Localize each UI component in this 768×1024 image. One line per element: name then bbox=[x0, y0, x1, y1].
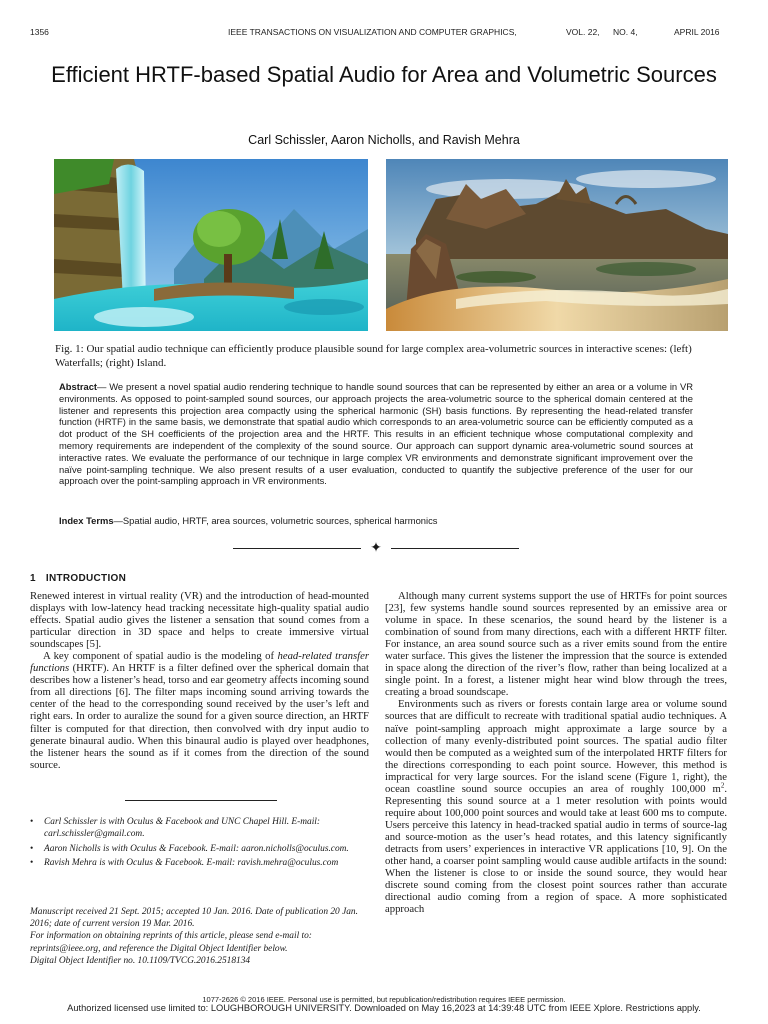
license-notice: Authorized licensed use limited to: LOUGHBOROUGH UNIVERSITY. Downloaded on May 16,2023 at 14:39:48 UTC from IEEE Xplore. Restrictions apply. bbox=[67, 1003, 701, 1013]
separator-diamond-icon: ✦ bbox=[370, 540, 382, 556]
author-footnotes bbox=[30, 816, 369, 871]
footnote-item: • Carl Schissler is with Oculus & Facebook and UNC Chapel Hill. E-mail: carl.schissler@gmail.com. bbox=[30, 817, 321, 840]
journal-name: IEEE TRANSACTIONS ON VISUALIZATION AND COMPUTER GRAPHICS, bbox=[228, 27, 517, 37]
footnote-item: • Aaron Nicholls is with Oculus & Facebook. E-mail: aaron.nicholls@oculus.com. bbox=[30, 843, 349, 854]
running-header bbox=[30, 27, 730, 39]
intro-paragraph-4: Environments such as rivers or forests contain large area or volume sound sources that are difficult to recreate with traditional spatial audio techniques. A naïve point-sampling approach might approximate a large source by a collection of many evenly-distributed point sources. The spatial audio filter would then be computed as a weighted sum of the interpolated HRTF filters for the directions corresponding to each point source. However, this method is impractical for very large sources. For the island scene (Figure 1, right), the ocean coastline sound source occupies an area of roughly 100,000 $m^2$. Representing this sound source at a 1 meter resolution with points would require about 100,000 point sources and would take at least 600 ms to compute. Users perceive this latency in head-tracked spatial audio in terms of source-lag and source-motion as the user’s head rotates, and this latency significantly detracts from users’ experiences in interactive VR applications [10, 9]. On the other hand, a coarser point sampling would cause audible artifacts in the sound: When the listener is close to or inside the sound source, they would hear discrete sound coming from the closest point sources rather than accurate directional audio coming from a region of space. A more sophisticated approach bbox=[385, 698, 727, 916]
abstract-label: Abstract bbox=[59, 381, 98, 392]
hrtf-term: head-related transfer functions bbox=[30, 650, 369, 675]
right-column bbox=[385, 590, 727, 915]
bullet-icon: • bbox=[30, 857, 34, 868]
figure-island-image bbox=[386, 159, 728, 331]
index-terms bbox=[59, 515, 693, 527]
section-heading bbox=[30, 573, 370, 584]
bullet-icon: • bbox=[30, 843, 34, 854]
volume: VOL. 22, bbox=[566, 27, 600, 37]
index-terms-text: —Spatial audio, HRTF, area sources, volumetric sources, spherical harmonics bbox=[113, 515, 438, 526]
intro-paragraph-2: A key component of spatial audio is the modeling of head-related transfer functions (HRTF). An HRTF is a filter defined over the spherical domain that describes how a listener’s head, torso and ear geometry affects incoming sound from all directions [6]. The filter maps incoming sound arriving towards the center of the head to the corresponding sound received by the user’s left and right ears. In order to auralize the sound for a given source direction, an HRTF filter is computed for that direction, then convolved with dry input audio to generate binaural audio. When this binaural audio is played over headphones, the listener hears the sound as if it comes from the direction of the sound source. bbox=[30, 650, 369, 771]
copyright-notice: 1077-2626 © 2016 IEEE. Personal use is permitted, but republication/redistribution requires IEEE permission. bbox=[202, 995, 566, 1004]
figure-caption: Fig. 1: Our spatial audio technique can efficiently produce plausible sound for large complex area-volumetric sources in interactive scenes: (left) Waterfalls; (right) Island. bbox=[55, 343, 692, 369]
page-number: 1356 bbox=[30, 27, 49, 37]
footnote-rule bbox=[125, 800, 277, 801]
abstract bbox=[59, 381, 693, 487]
issue-date: APRIL 2016 bbox=[674, 27, 720, 37]
index-terms-label: Index Terms bbox=[59, 515, 114, 526]
intro-paragraph-3: Although many current systems support the use of HRTFs for point sources [23], few systems handle sound sources represented by an emissive area or volume in space. In these scenarios, the sound heard by the listener is a combination of sound from many directions, each with a different HRTF filter. For instance, an area sound source such as a river emits sound from the entire water surface. This gives the listener the impression that the source is extended in space along the direction of the river’s flow, rather than being localized at a single point. In a forest, a listener might hear wind blow through the trees, creating a broad soundscape. bbox=[385, 590, 727, 699]
figure-waterfalls-image bbox=[54, 159, 368, 331]
footnote-item: • Ravish Mehra is with Oculus & Facebook. E-mail: ravish.mehra@oculus.com bbox=[30, 857, 339, 868]
bullet-icon: • bbox=[30, 817, 34, 827]
separator-left-rule bbox=[233, 548, 361, 549]
author-list: Carl Schissler, Aaron Nicholls, and Ravish Mehra bbox=[248, 133, 520, 147]
left-column bbox=[30, 590, 369, 771]
section-title: INTRODUCTION bbox=[45, 573, 127, 584]
intro-paragraph-1: Renewed interest in virtual reality (VR) and the introduction of head-mounted displays with low-latency head tracking necessitate high-quality spatial audio effects. Spatial audio gives the listener a sensation that sound comes from a particular direction in 3D space and helps to create immersive virtual soundscapes [5]. bbox=[30, 590, 369, 651]
doi: Digital Object Identifier no. 10.1109/TVCG.2016.2518134 bbox=[30, 955, 251, 966]
manuscript-info bbox=[30, 906, 369, 967]
paper-title: Efficient HRTF-based Spatial Audio for Area and Volumetric Sources bbox=[51, 62, 717, 87]
issue: NO. 4, bbox=[613, 27, 638, 37]
separator-right-rule bbox=[391, 548, 519, 549]
section-number: 1 bbox=[30, 573, 36, 584]
abstract-text: — We present a novel spatial audio rendering technique to handle sound sources that can be represented by either an area or a volume in VR environments. As opposed to point-sampled sound sources, our approach projects the area-volumetric source to the spherical domain centered at the listener and represents this projection area compactly using the spherical harmonic (SH) basis functions. By representing the head-related transfer function (HRTF) in the same basis, we demonstrate that spatial audio which corresponds to an area-volumetric source can be efficiently computed as a dot product of the SH coefficients of the projection area and the HRTF. This results in an efficient technique whose computational complexity and memory requirements are independent of the complexity of the sound source. Our approach can support dynamic area-volumetric sound sources at interactive rates. We evaluate the performance of our technique in large complex VR environments and demonstrate significant improvement over the naïve point-sampling technique. We also present results of a user evaluation, conducted to quantify the subjective preference of the user for our approach over the point-sampling approach in VR environments. bbox=[59, 381, 693, 487]
manuscript-dates: Manuscript received 21 Sept. 2015; accepted 10 Jan. 2016. Date of publication 20 Jan. 2016; date of current version 19 Mar. 2016. bbox=[30, 907, 358, 930]
reprints-info: For information on obtaining reprints of this article, please send e-mail to: reprints@ieee.org, and reference the Digital Object Identifier below. bbox=[30, 931, 312, 954]
